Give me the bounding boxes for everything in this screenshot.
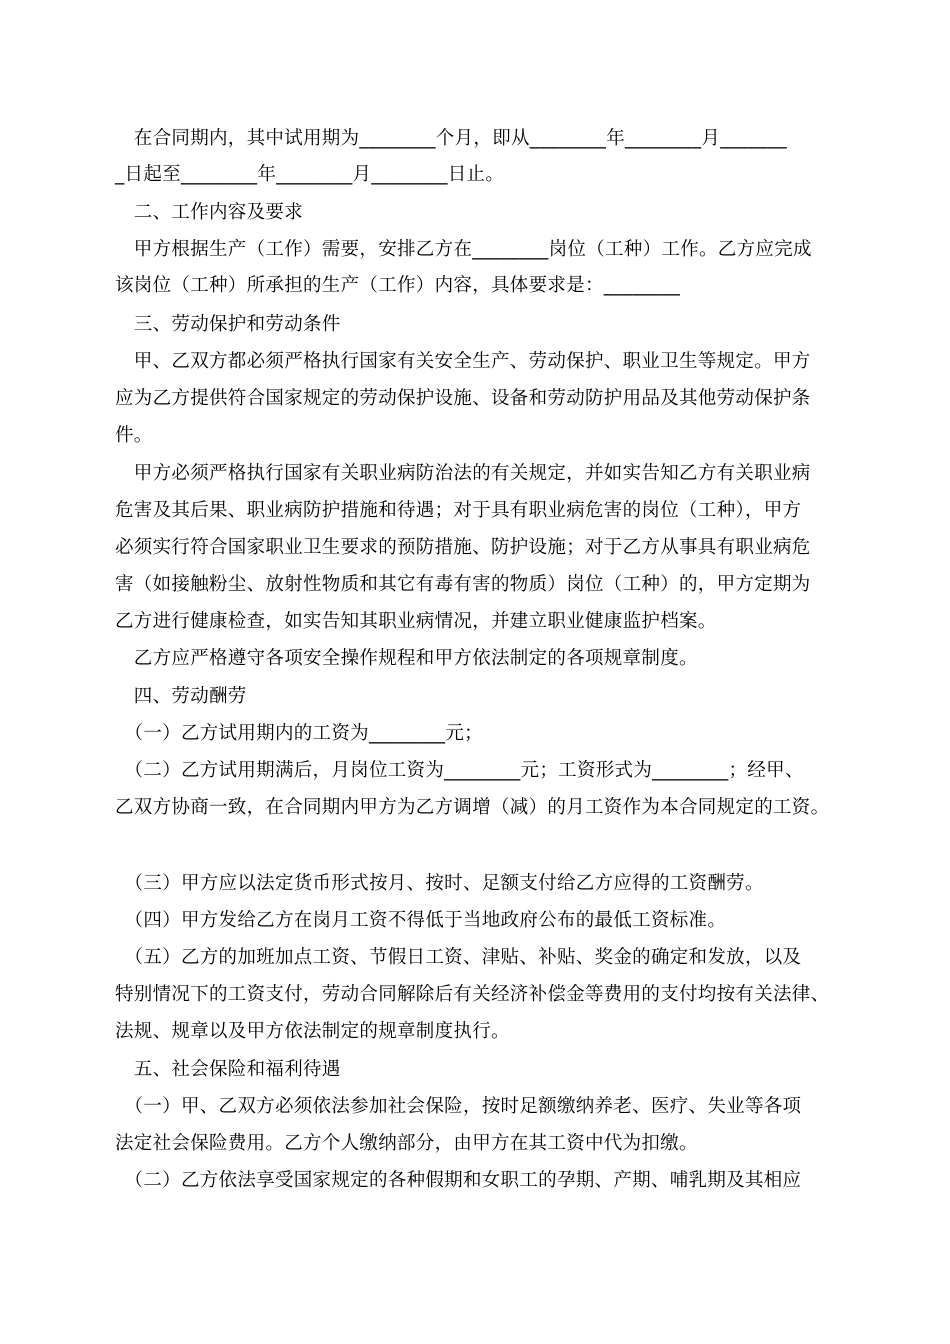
text-line: 危害及其后果、职业病防护措施和待遇；对于具有职业病危害的岗位（工种），甲方 [115, 500, 802, 521]
text-line: （三）甲方应以法定货币形式按月、按时、足额支付给乙方应得的工资酬劳。 [115, 873, 764, 894]
text-line: 乙双方协商一致，在合同期内甲方为乙方调增（减）的月工资作为本合同规定的工资。 [115, 797, 830, 818]
text-line: 甲方根据生产（工作）需要，安排乙方在________岗位（工种）工作。乙方应完成 [115, 239, 812, 260]
section-heading: 四、劳动酬劳 [115, 686, 247, 707]
text-line: （四）甲方发给乙方在岗月工资不得低于当地政府公布的最低工资标准。 [115, 910, 727, 931]
section-heading: 五、社会保险和福利待遇 [115, 1059, 341, 1080]
text-line: （五）乙方的加班加点工资、节假日工资、津贴、补贴、奖金的确定和发放，以及 [115, 947, 802, 968]
section-heading: 二、工作内容及要求 [115, 202, 304, 223]
text-line: 必须实行符合国家职业卫生要求的预防措施、防护设施；对于乙方从事具有职业病危 [115, 537, 811, 558]
text-line: 特别情况下的工资支付，劳动合同解除后有关经济补偿金等费用的支付均按有关法律、 [115, 984, 830, 1005]
text-line: （二）乙方试用期满后，月岗位工资为________元；工资形式为________；经甲、 [115, 760, 804, 781]
text-line: 该岗位（工种）所承担的生产（工作）内容，具体要求是：________ [115, 275, 681, 296]
text-line: _日起至________年________月________日止。 [115, 164, 505, 185]
text-line: 甲、乙双方都必须严格执行国家有关安全生产、劳动保护、职业卫生等规定。甲方 [115, 351, 811, 372]
text-line: 乙方应严格遵守各项安全操作规程和甲方依法制定的各项规章制度。 [115, 648, 698, 669]
text-line: 件。 [115, 425, 153, 446]
text-line: 乙方进行健康检查，如实告知其职业病情况，并建立职业健康监护档案。 [115, 611, 717, 632]
text-line: 在合同期内，其中试用期为________个月，即从________年________月_______ [115, 128, 788, 149]
text-line: 应为乙方提供符合国家规定的劳动保护设施、设备和劳动防护用品及其他劳动保护条 [115, 388, 811, 409]
text-line: 法规、规章以及甲方依法制定的规章制度执行。 [115, 1021, 510, 1042]
text-line: （二）乙方依法享受国家规定的各种假期和女职工的孕期、产期、哺乳期及其相应 [115, 1170, 802, 1191]
text-line: 甲方必须严格执行国家有关职业病防治法的有关规定，并如实告知乙方有关职业病 [115, 463, 811, 484]
text-line: 法定社会保险费用。乙方个人缴纳部分，由甲方在其工资中代为扣缴。 [115, 1133, 698, 1154]
text-line: （一）乙方试用期内的工资为________元； [115, 723, 483, 744]
text-line: 害（如接触粉尘、放射性物质和其它有毒有害的物质）岗位（工种）的，甲方定期为 [115, 574, 811, 595]
section-heading: 三、劳动保护和劳动条件 [115, 314, 341, 335]
text-line: （一）甲、乙双方必须依法参加社会保险，按时足额缴纳养老、医疗、失业等各项 [115, 1096, 802, 1117]
